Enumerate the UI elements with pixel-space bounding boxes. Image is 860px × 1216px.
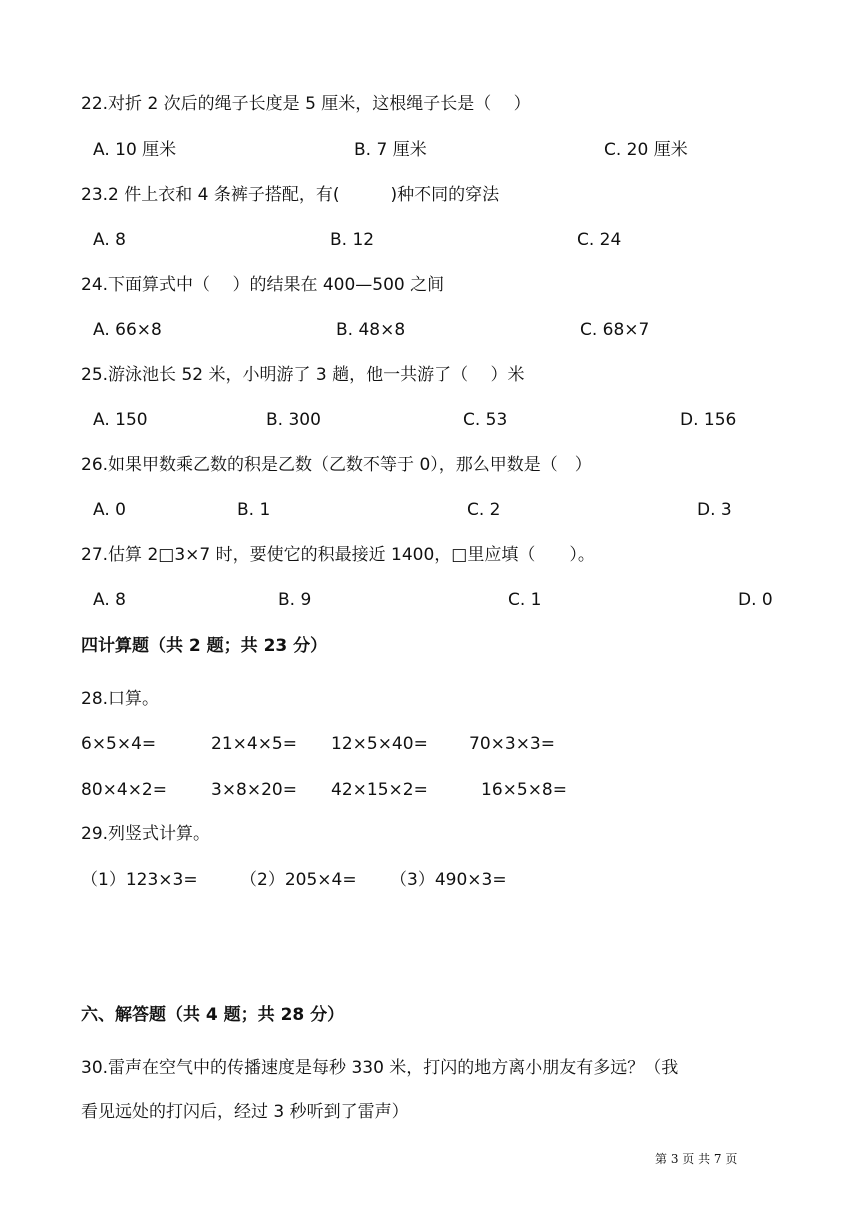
- q27-option-d: D. 0: [738, 590, 773, 610]
- vertical-calc-item: （2）205×4=: [240, 870, 357, 890]
- section-4-heading: 四计算题（共 2 题；共 23 分）: [81, 636, 328, 656]
- q22-option-a: A. 10 厘米: [93, 140, 177, 160]
- q24-option-b: B. 48×8: [336, 320, 406, 340]
- question-28: 28.口算。: [81, 689, 160, 709]
- q24-option-c: C. 68×7: [580, 320, 650, 340]
- page-footer: 第 3 页 共 7 页: [655, 1152, 738, 1166]
- q27-option-b: B. 9: [278, 590, 312, 610]
- vertical-calc-item: （3）490×3=: [390, 870, 507, 890]
- q26-option-c: C. 2: [467, 500, 501, 520]
- mental-calc-item: 21×4×5=: [211, 734, 297, 754]
- question-25: 25.游泳池长 52 米，小明游了 3 趟，他一共游了（ ）米: [81, 365, 525, 385]
- question-30-line-2: 看见远处的打闪后，经过 3 秒听到了雷声）: [81, 1102, 409, 1122]
- question-22: 22.对折 2 次后的绳子长度是 5 厘米，这根绳子长是（ ）: [81, 94, 531, 114]
- mental-calc-item: 6×5×4=: [81, 734, 157, 754]
- mental-calc-item: 80×4×2=: [81, 780, 167, 800]
- q25-option-b: B. 300: [266, 410, 321, 430]
- mental-calc-item: 12×5×40=: [331, 734, 428, 754]
- q22-option-b: B. 7 厘米: [354, 140, 427, 160]
- vertical-calc-item: （1）123×3=: [81, 870, 198, 890]
- mental-calc-item: 16×5×8=: [481, 780, 567, 800]
- mental-calc-item: 42×15×2=: [331, 780, 428, 800]
- q22-option-c: C. 20 厘米: [604, 140, 688, 160]
- question-26: 26.如果甲数乘乙数的积是乙数（乙数不等于 0），那么甲数是（ ）: [81, 455, 592, 475]
- q26-option-a: A. 0: [93, 500, 126, 520]
- q24-option-a: A. 66×8: [93, 320, 162, 340]
- q26-option-d: D. 3: [697, 500, 732, 520]
- question-24: 24.下面算式中（ ）的结果在 400—500 之间: [81, 275, 445, 295]
- q27-option-a: A. 8: [93, 590, 126, 610]
- q25-option-d: D. 156: [680, 410, 737, 430]
- section-6-heading: 六、解答题（共 4 题；共 28 分）: [81, 1005, 345, 1025]
- q25-option-a: A. 150: [93, 410, 148, 430]
- mental-calc-item: 70×3×3=: [469, 734, 555, 754]
- question-30-line-1: 30.雷声在空气中的传播速度是每秒 330 米，打闪的地方离小朋友有多远？（我: [81, 1058, 679, 1078]
- q23-option-b: B. 12: [330, 230, 375, 250]
- q27-option-c: C. 1: [508, 590, 542, 610]
- question-29: 29.列竖式计算。: [81, 824, 211, 844]
- question-23: 23.2 件上衣和 4 条裤子搭配，有( )种不同的穿法: [81, 185, 500, 205]
- q23-option-c: C. 24: [577, 230, 622, 250]
- mental-calc-item: 3×8×20=: [211, 780, 297, 800]
- q25-option-c: C. 53: [463, 410, 508, 430]
- q26-option-b: B. 1: [237, 500, 271, 520]
- q23-option-a: A. 8: [93, 230, 126, 250]
- question-27: 27.估算 2□3×7 时，要使它的积最接近 1400，□里应填（ ）。: [81, 545, 595, 565]
